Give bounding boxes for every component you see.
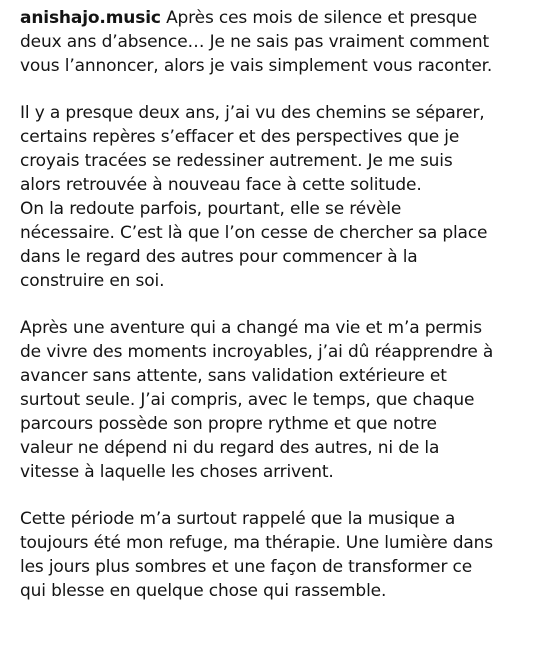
caption-line: construire en soi. [20,271,165,291]
caption-line: valeur ne dépend ni du regard des autres, ni de la [20,438,440,458]
caption-line: toujours été mon refuge, ma thérapie. Une lumière dans [20,533,494,553]
post-caption [20,6,532,626]
caption-line: croyais tracées se redessiner autrement. Je me suis [20,151,453,171]
caption-line: avancer sans attente, sans validation extérieure et [20,366,447,386]
caption-line: les jours plus sombres et une façon de transformer ce [20,557,473,577]
caption-line: Cette période m’a surtout rappelé que la musique a [20,509,456,529]
caption-line [20,6,532,30]
caption-line: Après une aventure qui a changé ma vie et m’a permis [20,318,482,338]
caption-line: deux ans d’absence… Je ne sais pas vraiment comment [20,32,490,52]
caption-line: nécessaire. C’est là que l’on cesse de chercher sa place [20,223,488,243]
caption-line: vitesse à laquelle les choses arrivent. [20,462,334,482]
caption-line-text: Après ces mois de silence et presque [160,8,478,28]
caption-line: surtout seule. J’ai compris, avec le temps, que chaque [20,390,475,410]
caption-line: certains repères s’effacer et des perspectives que je [20,127,460,147]
caption-paragraph-3 [20,316,532,484]
caption-line: qui blesse en quelque chose qui rassemble. [20,581,387,601]
caption-line: dans le regard des autres pour commencer à la [20,247,418,267]
caption-paragraph-4 [20,507,532,603]
caption-line: vous l’annoncer, alors je vais simplement vous raconter. [20,56,493,76]
caption-line: On la redoute parfois, pourtant, elle se révèle [20,199,402,219]
caption-paragraph-1 [20,6,532,78]
username-link[interactable]: anishajo.music [20,8,161,28]
caption-paragraph-2 [20,101,532,293]
caption-line: parcours possède son propre rythme et que notre [20,414,437,434]
caption-line: de vivre des moments incroyables, j’ai dû réapprendre à [20,342,494,362]
caption-line: alors retrouvée à nouveau face à cette solitude. [20,175,422,195]
caption-line: Il y a presque deux ans, j’ai vu des chemins se séparer, [20,103,485,123]
